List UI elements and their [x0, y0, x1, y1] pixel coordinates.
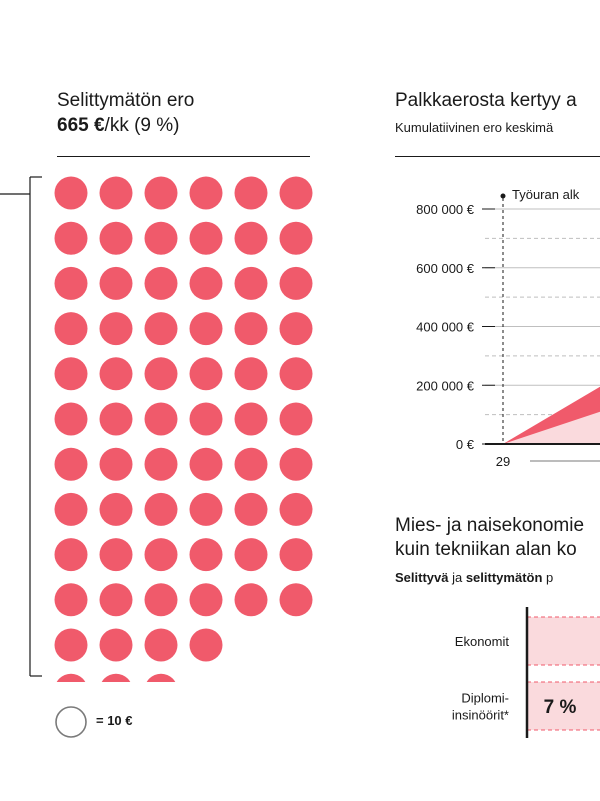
unit-dot	[280, 312, 313, 345]
unit-dot	[100, 267, 133, 300]
legend-label: = 10 €	[96, 713, 133, 728]
unit-dot	[280, 177, 313, 210]
y-tick-label: 200 000 €	[416, 378, 474, 394]
unit-dot	[100, 538, 133, 571]
unit-dot	[145, 538, 178, 571]
unit-dot	[55, 629, 88, 662]
unit-dot	[280, 583, 313, 616]
unit-dot	[280, 403, 313, 436]
unit-dot	[145, 583, 178, 616]
left-panel-rule	[57, 156, 310, 157]
dot-svg	[50, 172, 320, 682]
unit-dot	[190, 267, 223, 300]
unit-dot	[100, 493, 133, 526]
unit-dot	[145, 267, 178, 300]
bar-svg	[390, 605, 600, 740]
unit-dot	[100, 403, 133, 436]
category-label: Ekonomit	[454, 634, 509, 649]
unit-dot	[55, 448, 88, 481]
unit-dot	[280, 448, 313, 481]
unit-dot	[235, 222, 268, 255]
unit-dot	[145, 312, 178, 345]
unit-dot	[55, 357, 88, 390]
unit-dot	[100, 222, 133, 255]
unit-dot	[55, 267, 88, 300]
unit-dot	[100, 312, 133, 345]
y-tick-label: 0 €	[455, 437, 474, 452]
unit-dot	[55, 177, 88, 210]
legend-explained: Selittyvä	[395, 570, 449, 585]
bar-chart	[390, 605, 600, 740]
legend-rest: p	[542, 570, 554, 585]
unit-dot	[145, 403, 178, 436]
unit-dot	[235, 267, 268, 300]
unit-dot	[100, 629, 133, 662]
unit-dot	[55, 674, 88, 682]
unit-dot	[235, 357, 268, 390]
unit-dot	[235, 493, 268, 526]
right-panel-rule	[395, 156, 600, 157]
left-panel-value	[57, 115, 180, 137]
unit-dot	[145, 493, 178, 526]
unit-dot	[55, 312, 88, 345]
unit-dot	[145, 177, 178, 210]
unit-dot	[55, 222, 88, 255]
unit-dot	[190, 312, 223, 345]
y-tick-label: 800 000 €	[416, 202, 474, 217]
legend-unexplained: selittymätön	[465, 570, 543, 585]
unit-dot	[145, 629, 178, 662]
legend-circle-icon	[54, 705, 90, 741]
unit-dot	[280, 267, 313, 300]
unit-dot	[55, 493, 88, 526]
value-bold: 665 €	[57, 115, 105, 136]
right-panel-subtitle: Kumulatiivinen ero keskimä	[395, 120, 554, 135]
x-tick-label: 29	[495, 454, 511, 469]
unit-dot	[145, 448, 178, 481]
unit-dot	[235, 583, 268, 616]
unit-dot	[280, 493, 313, 526]
unit-dot	[55, 403, 88, 436]
right-panel-title: Palkkaerosta kertyy a	[395, 90, 577, 111]
unit-dot	[100, 674, 133, 682]
unit-dot	[280, 222, 313, 255]
unit-dot	[190, 222, 223, 255]
unit-dot	[190, 583, 223, 616]
career-start-annotation: Työuran alk	[512, 187, 580, 202]
unit-dot	[190, 403, 223, 436]
unit-dot	[55, 583, 88, 616]
unit-dot	[100, 448, 133, 481]
unit-dot	[190, 177, 223, 210]
unit-dot	[280, 538, 313, 571]
unit-dot	[190, 538, 223, 571]
unit-dot	[235, 177, 268, 210]
value-rest: /kk (9 %)	[104, 115, 180, 136]
unit-dot	[280, 357, 313, 390]
unit-dot	[235, 403, 268, 436]
category-label: Diplomi-	[461, 690, 509, 706]
unit-dot	[100, 177, 133, 210]
unit-dot	[145, 674, 178, 682]
y-tick-label: 400 000 €	[416, 319, 474, 335]
legend-and: ja	[448, 570, 466, 585]
unit-dot	[55, 538, 88, 571]
area-svg	[370, 180, 600, 480]
unit-dot	[235, 312, 268, 345]
unit-dot	[145, 357, 178, 390]
left-panel-title: Selittymätön ero	[57, 90, 195, 111]
unit-dot	[100, 357, 133, 390]
bottom-heading-line1: Mies- ja naisekonomie	[395, 515, 585, 536]
bar	[527, 617, 600, 665]
unit-dot	[235, 538, 268, 571]
unit-dot	[100, 583, 133, 616]
category-label: insinöörit*	[451, 707, 509, 723]
y-tick-label: 600 000 €	[416, 260, 474, 276]
unit-dot-chart	[50, 172, 320, 682]
bar-value-label: 7 %	[543, 697, 577, 718]
unit-dot	[190, 357, 223, 390]
unit-dot	[190, 448, 223, 481]
bottom-heading-line2: kuin tekniikan alan ko	[395, 539, 577, 560]
bottom-legend	[395, 570, 553, 585]
unit-dot	[145, 222, 178, 255]
career-start-marker	[501, 194, 506, 199]
unit-dot	[235, 448, 268, 481]
unit-dot	[190, 493, 223, 526]
unit-dot	[190, 629, 223, 662]
cumulative-area-chart	[370, 180, 600, 480]
